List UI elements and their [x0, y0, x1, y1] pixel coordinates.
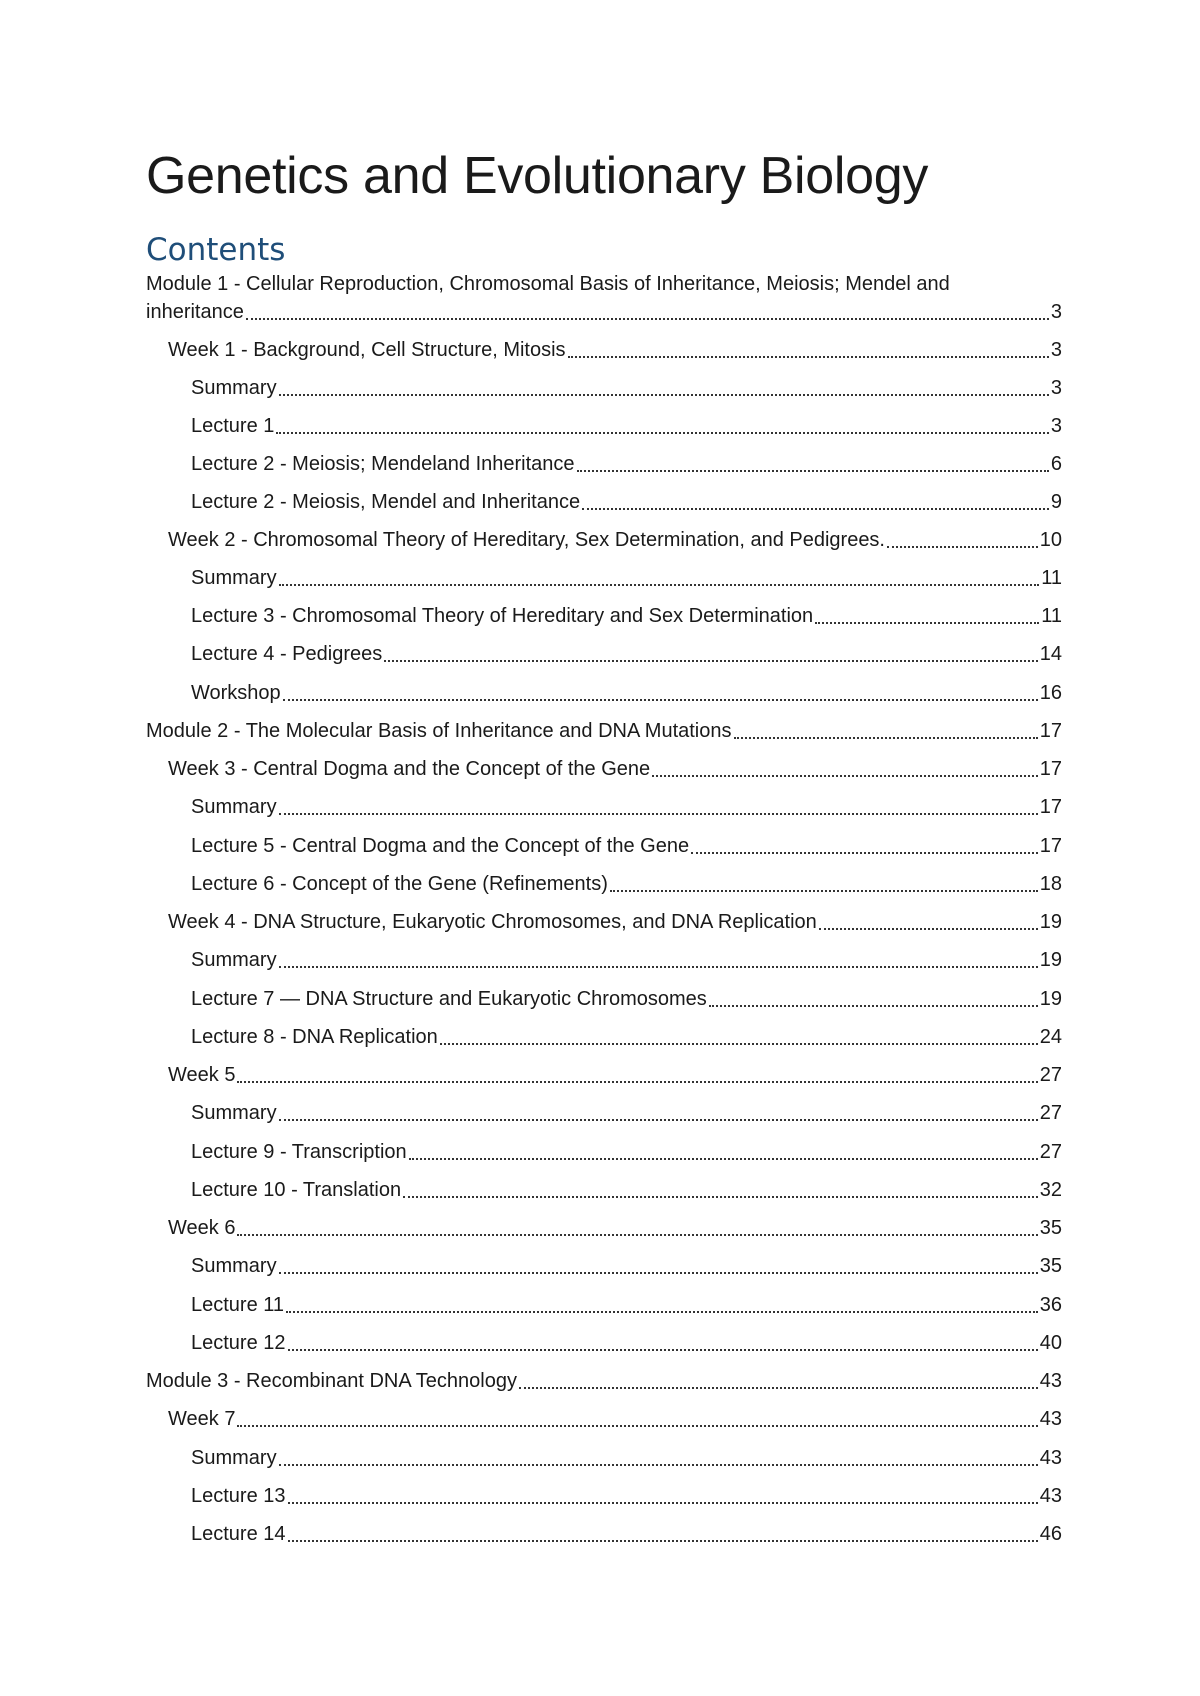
toc-page-number: 27 — [1039, 1064, 1062, 1086]
toc-leader — [283, 695, 1038, 701]
toc-entry[interactable] — [146, 448, 1062, 476]
toc-page-number: 11 — [1041, 567, 1062, 589]
toc-entry[interactable] — [146, 944, 1062, 972]
toc-leader — [237, 1421, 1037, 1427]
toc-entry[interactable] — [146, 1212, 1062, 1240]
toc-page-number: 16 — [1039, 682, 1062, 704]
toc-page-number: 27 — [1039, 1141, 1062, 1163]
toc-entry-label: Summary — [191, 949, 277, 971]
toc-entry-label: Week 1 - Background, Cell Structure, Mitosis — [168, 339, 566, 361]
toc-entry[interactable] — [146, 1442, 1062, 1470]
toc-page-number: 36 — [1039, 1294, 1062, 1316]
toc-entry[interactable] — [146, 1174, 1062, 1202]
toc-entry[interactable] — [146, 753, 1062, 781]
toc-leader — [288, 1536, 1038, 1542]
toc-entry-label: Workshop — [191, 682, 281, 704]
toc-entry[interactable] — [146, 715, 1062, 743]
toc-entry-label: Lecture 14 — [191, 1523, 286, 1545]
toc-entry[interactable] — [146, 1250, 1062, 1278]
toc-page-number: 3 — [1050, 415, 1062, 437]
contents-heading: Contents — [146, 232, 286, 268]
toc-entry-label: Lecture 5 - Central Dogma and the Concept of the Gene — [191, 835, 690, 857]
toc-leader — [276, 428, 1048, 434]
toc-entry-label: inheritance — [146, 301, 244, 323]
toc-leader — [286, 1307, 1038, 1313]
toc-entry[interactable] — [146, 524, 1062, 552]
toc-page-number: 9 — [1050, 491, 1062, 513]
toc-entry[interactable] — [146, 1518, 1062, 1546]
toc-leader — [279, 580, 1040, 586]
toc-page-number: 17 — [1039, 835, 1062, 857]
toc-entry-label: Lecture 4 - Pedigrees — [191, 643, 383, 665]
toc-entry-label: Lecture 7 — DNA Structure and Eukaryotic Chromosomes — [191, 988, 707, 1010]
toc-page-number: 40 — [1039, 1332, 1062, 1354]
toc-page-number: 35 — [1039, 1255, 1062, 1277]
toc-page-number: 43 — [1039, 1370, 1062, 1392]
toc-leader — [709, 1001, 1038, 1007]
document-title: Genetics and Evolutionary Biology — [146, 147, 929, 205]
toc-page-number: 43 — [1039, 1408, 1062, 1430]
toc-module-1-label-line1[interactable]: Module 1 - Cellular Reproduction, Chromosomal Basis of Inheritance, Meiosis; Mendel and — [146, 273, 950, 295]
toc-leader — [409, 1154, 1038, 1160]
toc-entry[interactable] — [146, 1480, 1062, 1508]
toc-page-number: 24 — [1039, 1026, 1062, 1048]
toc-entry-label: Lecture 3 - Chromosomal Theory of Hereditary and Sex Determination — [191, 605, 814, 627]
toc-leader — [519, 1383, 1038, 1389]
toc-page-number: 32 — [1039, 1179, 1062, 1201]
toc-page-number: 43 — [1039, 1447, 1062, 1469]
toc-leader — [403, 1192, 1038, 1198]
toc-leader — [734, 733, 1038, 739]
toc-leader — [246, 314, 1049, 320]
toc-entry-label: Lecture 8 - DNA Replication — [191, 1026, 438, 1048]
toc-entry-label: Lecture 10 - Translation — [191, 1179, 402, 1201]
toc-page-number: 19 — [1039, 949, 1062, 971]
toc-entry[interactable] — [146, 562, 1062, 590]
toc-leader — [887, 542, 1038, 548]
toc-entry-label: Summary — [191, 377, 277, 399]
toc-entry-label: Lecture 2 - Meiosis, Mendel and Inheritance — [191, 491, 581, 513]
toc-entry[interactable] — [146, 1327, 1062, 1355]
toc-entry-label: Week 2 - Chromosomal Theory of Hereditary, Sex Determination, and Pedigrees. — [168, 529, 885, 551]
toc-entry-label: Summary — [191, 1102, 277, 1124]
toc-entry[interactable] — [146, 791, 1062, 819]
toc-entry[interactable] — [146, 1403, 1062, 1431]
toc-leader — [440, 1039, 1038, 1045]
toc-page-number: 17 — [1039, 758, 1062, 780]
toc-entry-label: Lecture 6 - Concept of the Gene (Refinements) — [191, 873, 608, 895]
toc-page-number: 6 — [1050, 453, 1062, 475]
toc-entry-label: Summary — [191, 796, 277, 818]
toc-entry[interactable] — [146, 372, 1062, 400]
toc-leader — [652, 771, 1038, 777]
toc-entry-label: Module 2 - The Molecular Basis of Inheritance and DNA Mutations — [146, 720, 732, 742]
toc-leader — [288, 1345, 1038, 1351]
toc-leader — [610, 886, 1038, 892]
toc-page-number: 17 — [1039, 796, 1062, 818]
toc-page-number: 3 — [1050, 339, 1062, 361]
toc-leader — [279, 1268, 1038, 1274]
toc-page-number: 35 — [1039, 1217, 1062, 1239]
toc-entry[interactable] — [146, 868, 1062, 896]
toc-entry-label: Summary — [191, 567, 277, 589]
toc-leader — [577, 466, 1049, 472]
toc-entry[interactable] — [146, 906, 1062, 934]
toc-entry[interactable] — [146, 1097, 1062, 1125]
toc-leader — [384, 656, 1038, 662]
toc-entry-label: Lecture 1 — [191, 415, 275, 437]
toc-entry[interactable] — [146, 677, 1062, 705]
toc-page-number: 17 — [1039, 720, 1062, 742]
toc-page-number: 19 — [1039, 988, 1062, 1010]
toc-page-number: 18 — [1039, 873, 1062, 895]
toc-leader — [279, 390, 1049, 396]
toc-leader — [582, 504, 1049, 510]
toc-entry[interactable] — [146, 600, 1062, 628]
toc-leader — [288, 1498, 1038, 1504]
toc-entry-label: Week 5 — [168, 1064, 236, 1086]
toc-page-number: 10 — [1039, 529, 1062, 551]
toc-leader — [691, 848, 1038, 854]
toc-entry-label: Lecture 11 — [191, 1294, 285, 1316]
toc-page-number: 46 — [1039, 1523, 1062, 1545]
toc-leader — [237, 1077, 1037, 1083]
toc-leader — [568, 352, 1049, 358]
toc-entry[interactable] — [146, 410, 1062, 438]
toc-entry[interactable] — [146, 1136, 1062, 1164]
toc-page-number: 3 — [1050, 377, 1062, 399]
toc-entry[interactable] — [146, 830, 1062, 858]
toc-page-number: 11 — [1041, 605, 1062, 627]
toc-entry-label: Week 7 — [168, 1408, 236, 1430]
toc-module-1[interactable] — [146, 296, 1062, 324]
toc-leader — [279, 809, 1038, 815]
toc-entry[interactable] — [146, 1021, 1062, 1049]
toc-entry[interactable] — [146, 983, 1062, 1011]
toc-entry[interactable] — [146, 1365, 1062, 1393]
toc-entry-label: Week 3 - Central Dogma and the Concept of the Gene — [168, 758, 651, 780]
toc-entry-label: Lecture 12 — [191, 1332, 286, 1354]
toc-entry-label: Lecture 9 - Transcription — [191, 1141, 407, 1163]
toc-leader — [279, 962, 1038, 968]
toc-entry[interactable] — [146, 638, 1062, 666]
toc-leader — [819, 924, 1038, 930]
toc-entry[interactable] — [146, 1059, 1062, 1087]
toc-leader — [815, 618, 1039, 624]
toc-entry-label: Week 4 - DNA Structure, Eukaryotic Chromosomes, and DNA Replication — [168, 911, 817, 933]
toc-entry[interactable] — [146, 1289, 1062, 1317]
toc-page-number: 27 — [1039, 1102, 1062, 1124]
toc-page-number: 3 — [1050, 301, 1062, 323]
toc-leader — [237, 1230, 1037, 1236]
toc-leader — [279, 1115, 1038, 1121]
toc-page-number: 19 — [1039, 911, 1062, 933]
toc-entry-label: Summary — [191, 1255, 277, 1277]
toc-page-number: 43 — [1039, 1485, 1062, 1507]
toc-page-number: 14 — [1039, 643, 1062, 665]
toc-entry-label: Module 3 - Recombinant DNA Technology — [146, 1370, 517, 1392]
toc-entry-label: Summary — [191, 1447, 277, 1469]
toc-entry-label: Lecture 2 - Meiosis; Mendeland Inheritance — [191, 453, 575, 475]
toc-entry[interactable] — [146, 486, 1062, 514]
toc-leader — [279, 1460, 1038, 1466]
toc-entry-label: Week 6 — [168, 1217, 236, 1239]
toc-entry-label: Lecture 13 — [191, 1485, 286, 1507]
toc-entry[interactable] — [146, 334, 1062, 362]
